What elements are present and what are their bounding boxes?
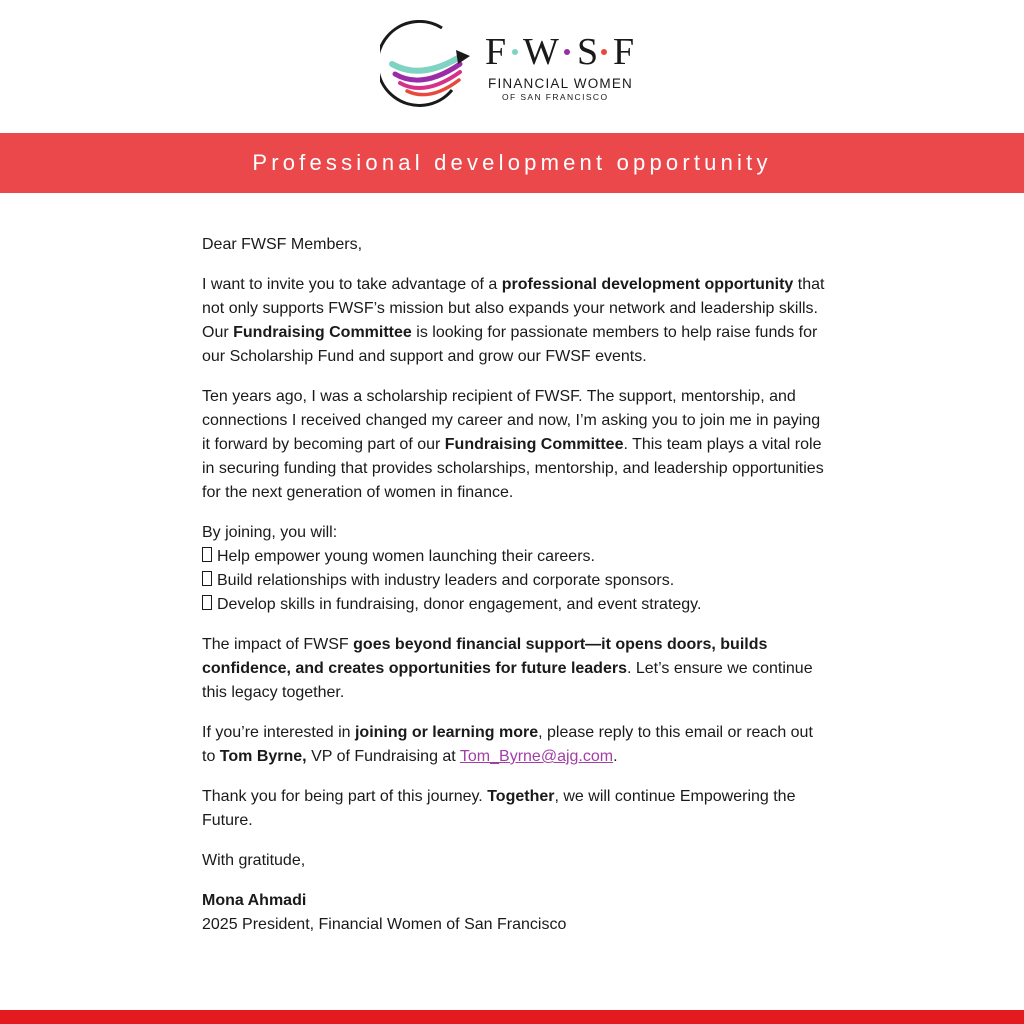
logo-name: FINANCIAL WOMEN <box>488 76 634 91</box>
header-logo-area <box>0 0 1024 133</box>
paragraph-impact: The impact of FWSF goes beyond financial support—it opens doors, builds confidence, and creates opportunities for future leaders. Let’s ensure we continue this legacy together. <box>202 636 813 701</box>
list-item: Build relationships with industry leaders and corporate sponsors. <box>202 569 826 593</box>
logo-letter: F <box>485 31 507 73</box>
logo-subname: OF SAN FRANCISCO <box>502 92 609 102</box>
email-link[interactable]: Tom_Byrne@ajg.com <box>459 748 614 765</box>
benefits-intro: By joining, you will: <box>202 524 338 541</box>
paragraph-thanks: Thank you for being part of this journey. Together, we will continue Empowering the Future. <box>202 788 796 829</box>
swoosh-circle-logo-icon <box>380 21 470 105</box>
list-item: Help empower young women launching their careers. <box>202 545 826 569</box>
paragraph-story: Ten years ago, I was a scholarship recipient of FWSF. The support, mentorship, and connections I received changed my career and now, I’m asking you to join me in paying it forward by becoming part of our Fundraising Committee. This team plays a vital role in securing funding that provides scholarships, mentorship, and leadership opportunities for the next generation of women in finance. <box>202 388 824 501</box>
signature-block <box>202 889 826 937</box>
missing-glyph-box-icon <box>202 595 212 610</box>
signature-name: Mona Ahmadi <box>202 892 307 909</box>
fwsf-logo <box>380 20 650 112</box>
paragraph-invitation: I want to invite you to take advantage of a professional development opportunity that not only supports FWSF’s mission but also expands your network and leadership skills. Our Fundraising Committee is looking for passionate members to help raise funds for our Scholarship Fund and support and grow our FWSF events. <box>202 276 825 365</box>
list-item: Develop skills in fundraising, donor engagement, and event strategy. <box>202 593 826 617</box>
paragraph-benefits <box>202 521 826 617</box>
footer-bar <box>0 1010 1024 1024</box>
logo-letter: F <box>613 31 635 73</box>
title-banner <box>0 133 1024 193</box>
missing-glyph-box-icon <box>202 571 212 586</box>
greeting: Dear FWSF Members, <box>202 236 363 253</box>
letter-body <box>202 233 826 953</box>
missing-glyph-box-icon <box>202 547 212 562</box>
logo-letter: S <box>577 31 599 73</box>
logo-letter: W <box>523 31 559 73</box>
closing: With gratitude, <box>202 852 306 869</box>
banner-title: Professional development opportunity <box>252 150 772 175</box>
paragraph-contact: If you’re interested in joining or learning more, please reply to this email or reach out to Tom Byrne, VP of Fundraising at Tom_Byrne@ajg.com. <box>202 724 813 765</box>
signature-title: 2025 President, Financial Women of San Francisco <box>202 916 567 933</box>
